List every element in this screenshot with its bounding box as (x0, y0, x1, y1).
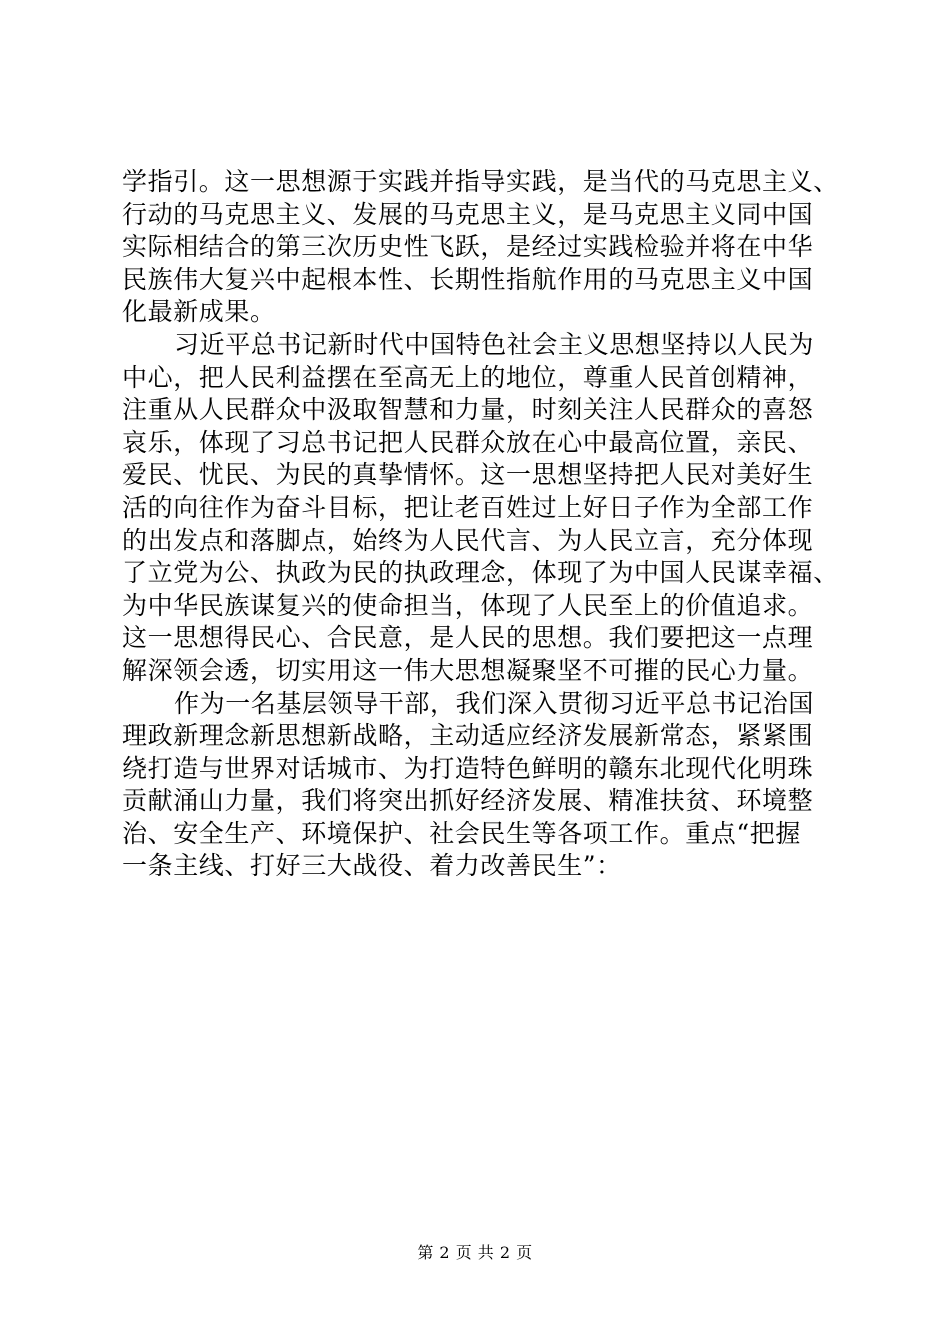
text-line: 解深领会透，切实用这一伟大思想凝聚坚不可摧的民心力量。 (122, 655, 814, 685)
text-line: 治、安全生产、环境保护、社会民生等各项工作。重点“把握 (122, 818, 801, 848)
document-body (122, 166, 839, 883)
text-line: 中心，把人民利益摆在至高无上的地位，尊重人民首创精神， (122, 362, 814, 392)
text-line: 这一思想得民心、合民意，是人民的思想。我们要把这一点理 (122, 623, 814, 653)
text-line: 为中华民族谋复兴的使命担当，体现了人民至上的价值追求。 (122, 590, 814, 620)
text-line: 习近平总书记新时代中国特色社会主义思想坚持以人民为 (174, 329, 815, 359)
text-line: 实际相结合的第三次历史性飞跃，是经过实践检验并将在中华 (122, 232, 814, 262)
text-line: 注重从人民群众中汲取智慧和力量，时刻关注人民群众的喜怒 (122, 395, 814, 425)
text-line: 的出发点和落脚点，始终为人民代言、为人民立言，充分体现 (122, 525, 814, 555)
text-line: 学指引。这一思想源于实践并指导实践，是当代的马克思主义、 (122, 167, 839, 196)
page-number-label: 第 2 页 共 2 页 (417, 1243, 533, 1262)
text-line: 绕打造与世界对话城市、为打造特色鲜明的赣东北现代化明珠 (122, 753, 814, 783)
text-line: 行动的马克思主义、发展的马克思主义，是马克思主义同中国 (122, 199, 814, 229)
text-line: 了立党为公、执政为民的执政理念，体现了为中国人民谋幸福、 (122, 558, 839, 588)
text-line: 哀乐，体现了习总书记把人民群众放在心中最高位置，亲民、 (122, 427, 814, 457)
text-line: 理政新理念新思想新战略，主动适应经济发展新常态，紧紧围 (122, 721, 814, 751)
text-line: 化最新成果。 (122, 297, 276, 327)
text-line: 民族伟大复兴中起根本性、长期性指航作用的马克思主义中国 (122, 264, 814, 294)
text-line: 爱民、忧民、为民的真挚情怀。这一思想坚持把人民对美好生 (122, 460, 814, 490)
page-footer (0, 1240, 950, 1263)
text-line: 活的向往作为奋斗目标，把让老百姓过上好日子作为全部工作 (122, 492, 814, 522)
text-line: 一条主线、打好三大战役、着力改善民生”： (122, 851, 622, 881)
text-line: 贡献涌山力量，我们将突出抓好经济发展、精准扶贫、环境整 (122, 786, 814, 816)
text-line: 作为一名基层领导干部，我们深入贯彻习近平总书记治国 (174, 688, 815, 718)
